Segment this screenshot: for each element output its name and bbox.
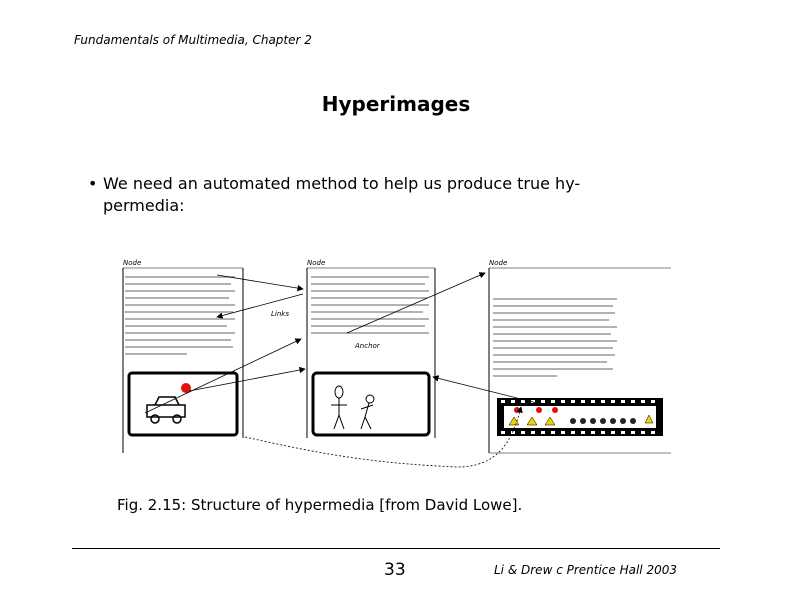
node-label-2: Node: [307, 259, 326, 267]
chapter-header: Fundamentals of Multimedia, Chapter 2: [74, 33, 312, 47]
links-label: Links: [271, 310, 289, 318]
bullet-text: We need an automated method to help us produce true hy- permedia:: [103, 174, 581, 215]
anchor-label: Anchor: [355, 342, 380, 350]
figure-caption: Fig. 2.15: Structure of hypermedia [from David Lowe].: [117, 496, 523, 514]
link-arrows: [145, 273, 545, 467]
footer-rule: [72, 548, 720, 549]
node-label-1: Node: [123, 259, 142, 267]
node-label-3: Node: [489, 259, 508, 267]
slide-title: Hyperimages: [321, 92, 471, 116]
bullet-dot: •: [88, 174, 98, 193]
node-3-text-lines: [493, 299, 617, 376]
node-1-image-panel: [129, 373, 237, 435]
hypermedia-diagram: [117, 253, 677, 479]
node-1-text-lines: [125, 277, 235, 354]
hypermedia-figure: [117, 253, 677, 479]
page-number: 33: [384, 560, 406, 580]
footer-credit: Li & Drew c Prentice Hall 2003: [494, 563, 677, 577]
node-2-image-panel: [313, 373, 429, 435]
filmstrip: [497, 398, 663, 436]
